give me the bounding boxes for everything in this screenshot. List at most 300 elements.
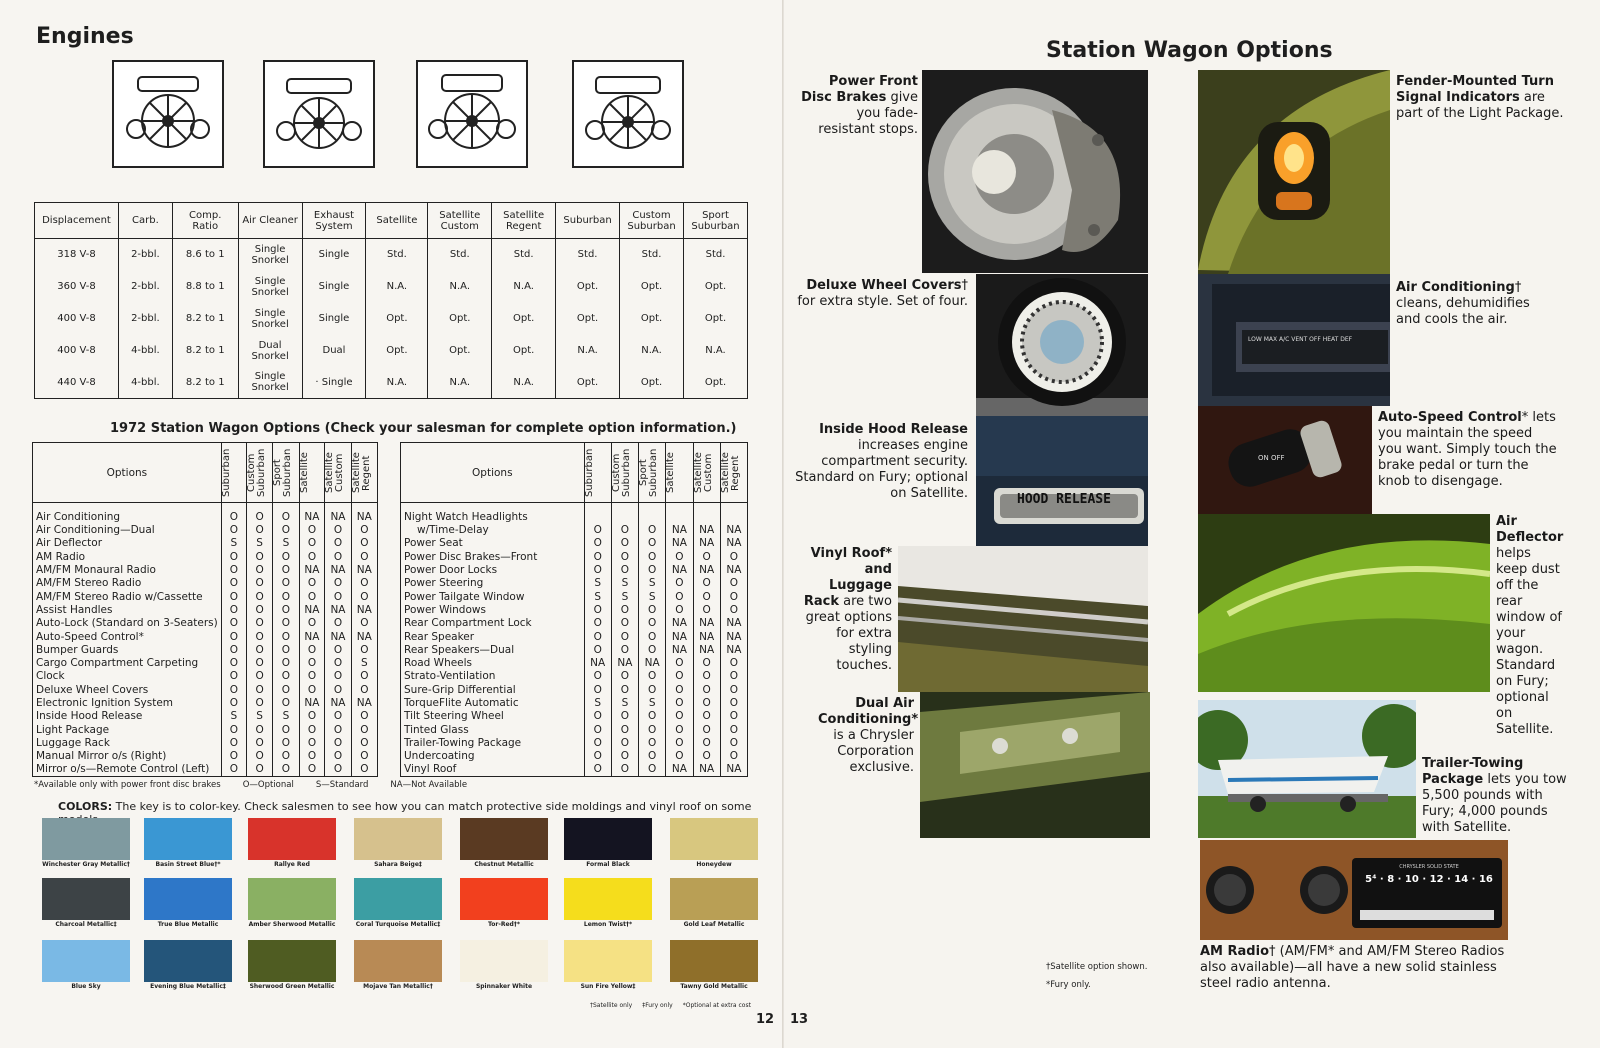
engine-cell: Std. — [366, 239, 428, 271]
option-availability: NA — [666, 644, 693, 657]
options-table-left — [32, 442, 378, 777]
option-availability: O — [299, 737, 325, 750]
option-availability: O — [221, 630, 246, 643]
option-name: Deluxe Wheel Covers — [33, 684, 222, 697]
option-name: Inside Hood Release — [33, 710, 222, 723]
color-swatch — [144, 940, 232, 982]
option-name: Trailer-Towing Package — [401, 737, 585, 750]
option-availability: O — [246, 503, 272, 525]
model-column-label: Custom Suburban — [610, 448, 632, 497]
option-availability — [584, 503, 611, 525]
color-name: Gold Leaf Metallic — [683, 921, 745, 928]
engine-row — [35, 239, 748, 271]
column-header: Exhaust System — [302, 203, 366, 239]
option-availability: O — [351, 723, 377, 736]
option-availability: O — [246, 684, 272, 697]
engine-cell: N.A. — [366, 367, 428, 399]
option-availability: O — [325, 551, 351, 564]
option-availability: O — [611, 670, 638, 683]
option-availability: S — [273, 710, 299, 723]
option-row — [33, 657, 378, 670]
option-name: Bumper Guards — [33, 644, 222, 657]
engine-cell: Std. — [492, 239, 556, 271]
trailer-towing-caption — [1422, 756, 1568, 836]
color-swatch — [144, 818, 232, 860]
engine-cell: 8.2 to 1 — [172, 367, 238, 399]
option-availability: O — [584, 763, 611, 777]
option-availability: O — [693, 577, 720, 590]
option-availability: O — [246, 617, 272, 630]
option-row — [33, 697, 378, 710]
engine-cell: Std. — [620, 239, 684, 271]
option-availability: O — [299, 551, 325, 564]
color-swatch — [354, 818, 442, 860]
option-availability: O — [299, 524, 325, 537]
option-row — [401, 697, 748, 710]
engine-cell: N.A. — [492, 271, 556, 303]
engine-row — [35, 303, 748, 335]
legend-item: O—Optional — [242, 780, 294, 790]
option-row — [33, 503, 378, 525]
radio-brand: CHRYSLER SOLID STATE — [1399, 864, 1459, 870]
legend-item: S—Standard — [315, 780, 369, 790]
option-row — [401, 657, 748, 670]
caption-bold: Dual Air Conditioning* — [818, 696, 919, 727]
option-availability: O — [666, 590, 693, 603]
model-column-label: Suburban — [220, 448, 232, 497]
engine-cell: Opt. — [492, 303, 556, 335]
engine-cell: Single — [302, 303, 366, 335]
caption-bold: Trailer-Towing Package — [1422, 756, 1524, 787]
option-row — [401, 604, 748, 617]
column-header: Satellite — [366, 203, 428, 239]
column-header: Custom Suburban — [620, 203, 684, 239]
engine-cell: 8.6 to 1 — [172, 239, 238, 271]
wheel-cover-photo — [976, 274, 1148, 416]
color-name: Evening Blue Metallic‡ — [150, 983, 226, 990]
option-availability — [720, 503, 747, 525]
option-name: AM Radio — [33, 551, 222, 564]
option-availability: O — [584, 551, 611, 564]
option-name: Luggage Rack — [33, 737, 222, 750]
option-availability: O — [273, 503, 299, 525]
option-row — [33, 604, 378, 617]
option-availability: S — [584, 577, 611, 590]
option-row — [33, 710, 378, 723]
color-swatch — [460, 940, 548, 982]
option-row — [401, 524, 748, 537]
option-name: Tinted Glass — [401, 723, 585, 736]
option-availability: O — [246, 763, 272, 777]
option-availability: O — [720, 737, 747, 750]
option-name: Air Conditioning—Dual — [33, 524, 222, 537]
engine-cell: Opt. — [683, 367, 747, 399]
option-availability: O — [720, 697, 747, 710]
air-deflector-caption — [1496, 514, 1566, 738]
option-availability: O — [611, 710, 638, 723]
option-name: AM/FM Stereo Radio — [33, 577, 222, 590]
option-availability: NA — [720, 617, 747, 630]
option-availability: O — [351, 577, 377, 590]
color-swatch — [670, 818, 758, 860]
option-availability: O — [611, 684, 638, 697]
option-row — [401, 564, 748, 577]
hood-release-photo — [976, 416, 1148, 546]
trailer-towing-photo — [1198, 700, 1416, 838]
option-availability: O — [720, 657, 747, 670]
option-availability: O — [246, 551, 272, 564]
option-availability: O — [584, 644, 611, 657]
option-availability: O — [221, 590, 246, 603]
option-availability: O — [246, 564, 272, 577]
option-name: Rear Speakers—Dual — [401, 644, 585, 657]
model-column-header — [693, 443, 720, 503]
engine-cell: Opt. — [683, 303, 747, 335]
option-availability: O — [666, 710, 693, 723]
engine-cell: N.A. — [366, 271, 428, 303]
option-availability: O — [246, 657, 272, 670]
option-availability: O — [720, 551, 747, 564]
option-availability: O — [693, 551, 720, 564]
option-row — [401, 723, 748, 736]
model-column-label: Satellite Custom — [324, 452, 346, 493]
option-row — [33, 590, 378, 603]
option-availability: NA — [693, 524, 720, 537]
air-deflector-photo — [1198, 514, 1490, 692]
option-availability: NA — [693, 630, 720, 643]
option-availability: O — [639, 750, 666, 763]
option-availability: O — [693, 670, 720, 683]
option-availability: O — [325, 684, 351, 697]
option-availability: S — [639, 577, 666, 590]
option-availability: NA — [611, 657, 638, 670]
option-availability: O — [273, 657, 299, 670]
model-column-header — [720, 443, 747, 503]
option-availability: O — [273, 737, 299, 750]
option-name: Power Tailgate Window — [401, 590, 585, 603]
option-availability: O — [351, 590, 377, 603]
radio-dial-numbers: 5⁴ · 8 · 10 · 12 · 14 · 16 — [1365, 874, 1493, 885]
option-name: Strato-Ventilation — [401, 670, 585, 683]
option-row — [33, 684, 378, 697]
option-availability: O — [325, 670, 351, 683]
color-footnote: ‡Fury only — [642, 1002, 673, 1009]
option-availability: O — [693, 723, 720, 736]
caption-bold: Air Deflector — [1496, 514, 1564, 545]
option-row — [401, 503, 748, 525]
option-row — [33, 670, 378, 683]
dual-air-caption — [818, 696, 919, 776]
engine-cell: N.A. — [492, 367, 556, 399]
option-row — [401, 644, 748, 657]
disc-brake-photo — [922, 70, 1148, 273]
option-availability: O — [299, 617, 325, 630]
option-availability: O — [299, 710, 325, 723]
color-name: Honeydew — [696, 861, 732, 868]
engine-cell: Std. — [556, 239, 620, 271]
color-name: Rallye Red — [274, 861, 310, 868]
engine-illustration — [112, 60, 224, 168]
option-row — [401, 750, 748, 763]
option-availability: O — [221, 763, 246, 777]
engine-table — [34, 202, 748, 399]
option-availability: O — [221, 604, 246, 617]
option-availability: O — [325, 617, 351, 630]
option-availability: S — [584, 590, 611, 603]
option-availability: S — [611, 577, 638, 590]
option-availability: O — [584, 564, 611, 577]
color-footnotes — [590, 1002, 751, 1009]
option-name: Light Package — [33, 723, 222, 736]
color-name: Sun Fire Yellow‡ — [580, 983, 636, 990]
engine-row — [35, 335, 748, 367]
am-radio-photo — [1200, 840, 1508, 940]
auto-speed-control-caption — [1378, 410, 1558, 490]
option-availability: O — [611, 644, 638, 657]
engine-cell: Opt. — [683, 271, 747, 303]
option-availability: O — [299, 684, 325, 697]
option-availability: O — [299, 590, 325, 603]
engine-drawing-icon — [120, 69, 216, 159]
option-availability: O — [666, 697, 693, 710]
engine-drawing-icon — [580, 69, 676, 159]
footnote-satellite: †Satellite option shown. — [1046, 962, 1148, 972]
option-availability: O — [584, 630, 611, 643]
engine-cell: 4-bbl. — [118, 335, 172, 367]
caption-text: for extra style. Set of four. — [797, 294, 968, 309]
option-name: Night Watch Headlights — [401, 503, 585, 525]
option-availability: O — [273, 684, 299, 697]
option-availability: O — [639, 710, 666, 723]
option-availability: O — [611, 617, 638, 630]
option-availability: O — [611, 737, 638, 750]
model-column-label: Suburban — [583, 448, 595, 497]
option-availability: O — [351, 670, 377, 683]
option-availability: O — [299, 750, 325, 763]
option-availability: O — [639, 670, 666, 683]
option-availability: O — [221, 670, 246, 683]
option-availability: O — [584, 604, 611, 617]
option-availability: NA — [693, 564, 720, 577]
option-availability: O — [639, 537, 666, 550]
option-availability: O — [325, 723, 351, 736]
option-availability: O — [584, 684, 611, 697]
option-availability: O — [299, 537, 325, 550]
option-availability: NA — [351, 564, 377, 577]
column-header: Suburban — [556, 203, 620, 239]
engine-cell: Single Snorkel — [238, 367, 302, 399]
color-swatch — [564, 818, 652, 860]
option-availability: O — [693, 604, 720, 617]
option-availability: O — [611, 551, 638, 564]
engine-cell: Std. — [428, 239, 492, 271]
engine-illustration — [416, 60, 528, 168]
option-availability: O — [666, 670, 693, 683]
color-name: Blue Sky — [71, 983, 101, 990]
option-name: Air Conditioning — [33, 503, 222, 525]
option-availability: O — [221, 657, 246, 670]
color-name: Tor-Red†* — [488, 921, 520, 928]
options-column-header: Options — [401, 443, 585, 503]
legend-item: NA—Not Available — [390, 780, 468, 790]
engine-cell: Single Snorkel — [238, 303, 302, 335]
colors-label: COLORS: — [58, 800, 113, 813]
color-swatch — [42, 940, 130, 982]
option-availability: O — [584, 723, 611, 736]
option-availability: NA — [720, 644, 747, 657]
option-availability: NA — [693, 644, 720, 657]
option-availability: O — [273, 590, 299, 603]
engine-cell: Opt. — [620, 303, 684, 335]
option-availability: O — [221, 564, 246, 577]
color-name: Charcoal Metallic‡ — [55, 921, 117, 928]
engine-cell: Std. — [683, 239, 747, 271]
option-row — [33, 564, 378, 577]
caption-bold: Deluxe Wheel Covers — [806, 278, 962, 293]
color-name: Lemon Twist†* — [583, 921, 633, 928]
option-name: Rear Compartment Lock — [401, 617, 585, 630]
option-availability: NA — [325, 503, 351, 525]
option-availability: O — [639, 737, 666, 750]
page-number: 12 — [756, 1012, 775, 1027]
option-availability: O — [299, 670, 325, 683]
model-column-header — [273, 443, 299, 503]
option-row — [401, 577, 748, 590]
option-availability: O — [246, 590, 272, 603]
color-swatch — [354, 940, 442, 982]
option-availability: O — [273, 630, 299, 643]
options-header-row — [33, 443, 378, 503]
caption-text: give you fade-resistant stops. — [818, 90, 918, 137]
option-availability: O — [351, 684, 377, 697]
option-row — [401, 710, 748, 723]
option-availability: S — [351, 657, 377, 670]
option-availability: O — [325, 577, 351, 590]
option-availability: O — [639, 604, 666, 617]
engine-cell: N.A. — [428, 367, 492, 399]
option-availability: O — [666, 604, 693, 617]
footnote-fury: *Fury only. — [1046, 980, 1091, 990]
option-availability: S — [221, 710, 246, 723]
option-availability: O — [720, 723, 747, 736]
option-availability: NA — [299, 564, 325, 577]
option-availability: O — [325, 657, 351, 670]
option-availability: O — [273, 524, 299, 537]
option-availability: O — [639, 524, 666, 537]
engine-cell: Opt. — [556, 271, 620, 303]
option-name: AM/FM Stereo Radio w/Cassette — [33, 590, 222, 603]
color-name: Winchester Gray Metallic† — [42, 861, 130, 868]
color-name: Chestnut Metallic — [474, 861, 534, 868]
caption-mark: * — [1521, 410, 1529, 425]
caption-text: lets you maintain the speed you want. Simply touch the brake pedal or turn the knob to disengage. — [1378, 410, 1557, 489]
model-column-header — [666, 443, 693, 503]
option-availability: O — [325, 737, 351, 750]
option-availability: O — [273, 644, 299, 657]
option-availability: O — [221, 577, 246, 590]
option-availability: O — [666, 723, 693, 736]
option-availability: O — [246, 670, 272, 683]
air-conditioning-caption — [1396, 280, 1556, 328]
option-availability: O — [693, 737, 720, 750]
option-row — [401, 590, 748, 603]
option-availability: O — [693, 590, 720, 603]
option-availability: O — [299, 577, 325, 590]
option-availability: O — [351, 644, 377, 657]
option-row — [401, 617, 748, 630]
caption-mark: † — [1269, 944, 1276, 959]
option-availability: O — [246, 723, 272, 736]
engine-cell: Opt. — [620, 367, 684, 399]
station-wagon-options-heading: Station Wagon Options — [1046, 38, 1333, 63]
option-availability: O — [246, 577, 272, 590]
option-availability: S — [584, 697, 611, 710]
engine-cell: Opt. — [556, 303, 620, 335]
option-availability: O — [351, 737, 377, 750]
option-availability: NA — [639, 657, 666, 670]
engine-illustration — [572, 60, 684, 168]
model-column-label: Custom Suburban — [245, 448, 267, 497]
option-availability: NA — [351, 697, 377, 710]
option-availability: O — [221, 723, 246, 736]
option-availability: O — [720, 684, 747, 697]
option-availability: O — [246, 604, 272, 617]
option-availability: O — [611, 750, 638, 763]
option-name: Undercoating — [401, 750, 585, 763]
option-availability: NA — [351, 630, 377, 643]
option-name: Power Windows — [401, 604, 585, 617]
option-name: Assist Handles — [33, 604, 222, 617]
color-swatch — [248, 818, 336, 860]
option-availability: O — [639, 630, 666, 643]
options-header-row — [401, 443, 748, 503]
color-swatch — [460, 878, 548, 920]
option-availability: O — [693, 710, 720, 723]
option-name: Manual Mirror o/s (Right) — [33, 750, 222, 763]
model-column-header — [639, 443, 666, 503]
color-swatch — [670, 940, 758, 982]
caption-mark: † — [961, 278, 968, 293]
option-availability: O — [221, 503, 246, 525]
option-availability: O — [666, 551, 693, 564]
option-availability: O — [639, 564, 666, 577]
option-row — [401, 551, 748, 564]
option-availability: O — [299, 657, 325, 670]
option-availability: O — [246, 524, 272, 537]
option-name: w/Time-Delay — [401, 524, 585, 537]
option-availability: O — [246, 697, 272, 710]
legend-item: *Available only with power front disc brakes — [34, 780, 221, 790]
option-availability: NA — [666, 564, 693, 577]
option-availability: O — [584, 537, 611, 550]
color-footnote: *Optional at extra cost — [682, 1002, 751, 1009]
option-name: Auto-Speed Control* — [33, 630, 222, 643]
engine-cell: 2-bbl. — [118, 271, 172, 303]
color-swatch — [144, 878, 232, 920]
am-radio-caption — [1200, 944, 1510, 992]
engine-cell: Single Snorkel — [238, 271, 302, 303]
option-name: Power Seat — [401, 537, 585, 550]
caption-bold: Air Conditioning — [1396, 280, 1515, 295]
option-availability: NA — [325, 604, 351, 617]
caption-text: increases engine compartment security. Standard on Fury; optional on Satellite. — [795, 438, 968, 501]
option-availability: NA — [666, 617, 693, 630]
option-availability: O — [325, 710, 351, 723]
engine-cell: 2-bbl. — [118, 239, 172, 271]
model-column-header — [351, 443, 377, 503]
option-row — [33, 750, 378, 763]
option-availability: O — [639, 684, 666, 697]
